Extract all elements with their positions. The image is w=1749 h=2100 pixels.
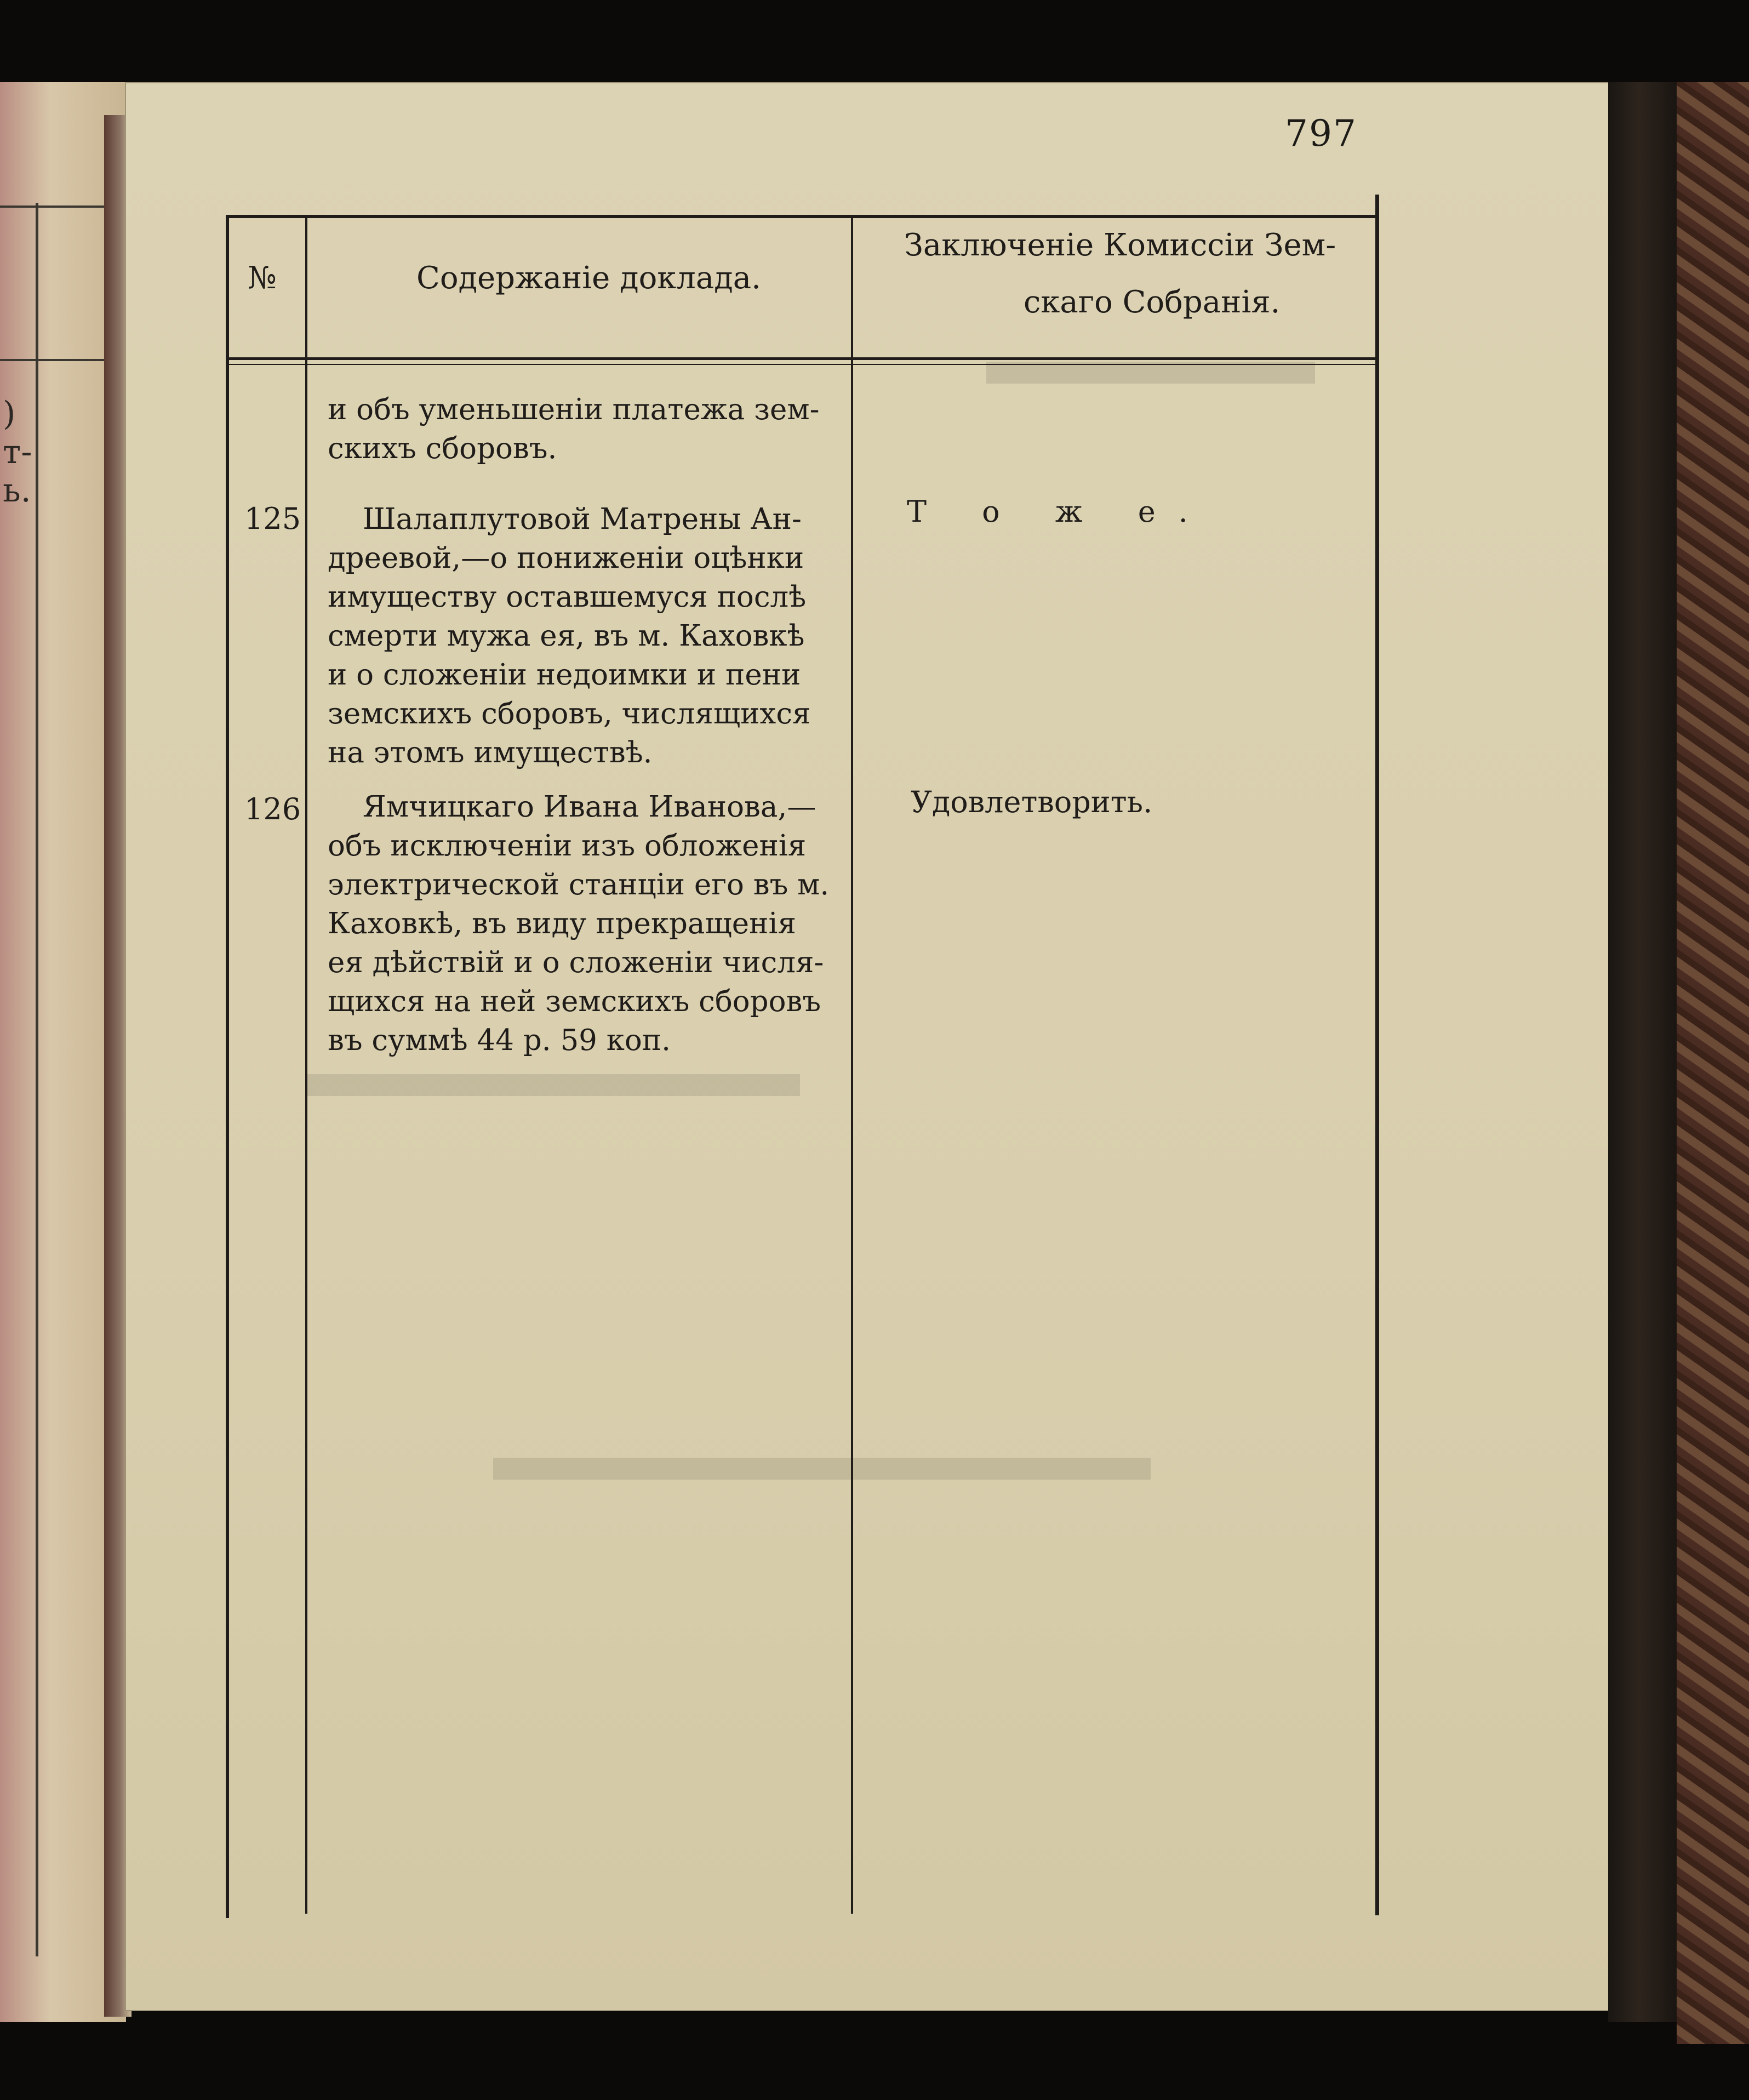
header-content: Содержаніе доклада. <box>416 260 761 296</box>
row-conclusion-text: Т о ж е. <box>907 494 1211 529</box>
left-page-fragment: ) <box>3 395 16 433</box>
left-page-fragment: ь. <box>3 471 31 510</box>
row-content-line: объ исключеніи изъ обложенія <box>328 829 807 863</box>
book-cover-edge <box>1677 82 1749 2044</box>
row-content-line: имуществу оставшемуся послѣ <box>328 580 807 614</box>
row-content-line: и о сложеніи недоимки и пени <box>328 658 801 692</box>
header-number: № <box>248 260 277 296</box>
column-divider-number <box>305 215 307 1914</box>
book-spine <box>1608 82 1685 2022</box>
row-content-line: Каховкѣ, въ виду прекращенія <box>328 907 796 940</box>
continuation-line: и объ уменьшеніи платежа зем- <box>328 393 820 426</box>
header-bottom-rule-thin <box>229 364 1379 365</box>
page-number: 797 <box>1285 112 1357 155</box>
row-content-line: Ямчицкаго Ивана Иванова,— <box>363 790 816 824</box>
column-divider-content <box>851 215 853 1914</box>
row-content-line: ея дѣйствій и о сложеніи числя- <box>328 946 824 979</box>
row-content-line: дреевой,—о пониженіи оцѣнки <box>328 541 804 575</box>
row-content-line: въ суммѣ 44 р. 59 коп. <box>328 1024 671 1057</box>
row-content-line: на этомъ имуществѣ. <box>328 736 653 769</box>
continuation-line: скихъ сборовъ. <box>328 432 557 465</box>
left-page-fragment: т- <box>3 433 32 471</box>
table-left-border <box>226 215 229 1918</box>
table-top-border <box>226 215 1378 218</box>
row-content-line: электрической станціи его въ м. <box>328 868 830 901</box>
header-bottom-rule <box>229 357 1379 360</box>
row-content-line: щихся на ней земскихъ сборовъ <box>328 985 821 1018</box>
left-page-column-line <box>36 203 38 1956</box>
row-content-line: земскихъ сборовъ, числящихся <box>328 697 811 731</box>
row-content-line: Шалаплутовой Матрены Ан- <box>363 503 802 536</box>
row-conclusion: Удовлетворить. <box>911 785 1153 819</box>
header-conclusion-line1: Заключеніе Комиссіи Зем- <box>904 227 1336 263</box>
row-conclusion <box>907 494 1211 529</box>
table-right-border <box>1375 195 1379 1915</box>
header-conclusion-line2: скаго Собранія. <box>1024 284 1281 320</box>
row-number: 125 <box>244 501 301 536</box>
row-content-line: смерти мужа ея, въ м. Каховкѣ <box>328 619 805 653</box>
row-number: 126 <box>244 792 301 826</box>
